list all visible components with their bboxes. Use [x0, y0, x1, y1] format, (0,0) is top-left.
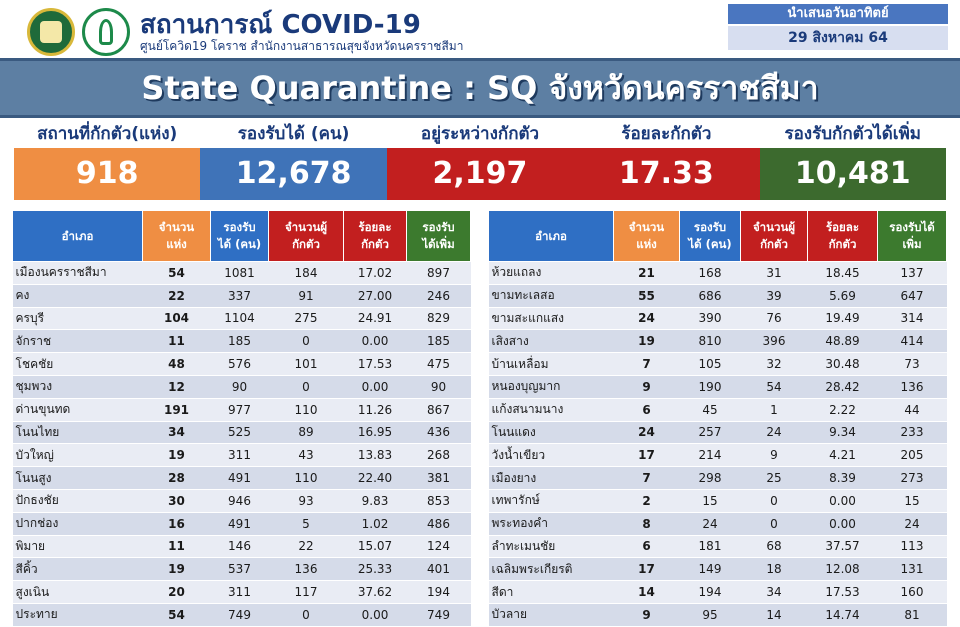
table-row [13, 558, 471, 581]
table-row [13, 535, 471, 558]
table-cell: 181 [680, 535, 741, 558]
column-header [13, 211, 143, 262]
table-cell: 0 [269, 375, 344, 398]
table-row [13, 444, 471, 467]
district-name: ห้วยแถลง [489, 262, 614, 285]
district-table-left [12, 210, 471, 627]
table-cell: 90 [211, 375, 269, 398]
table-cell: 14 [741, 603, 808, 626]
table-cell: 1104 [211, 307, 269, 330]
table-cell: 749 [407, 603, 471, 626]
district-name: โนนสูง [13, 467, 143, 490]
column-header [878, 211, 947, 262]
table-cell: 31 [741, 262, 808, 285]
table-cell: 194 [407, 581, 471, 604]
table-cell: 205 [878, 444, 947, 467]
column-header [741, 211, 808, 262]
column-header-line2: เพิ่ม [902, 237, 922, 251]
table-cell: 17 [614, 444, 680, 467]
district-name: เฉลิมพระเกียรติ [489, 558, 614, 581]
table-cell: 0.00 [808, 512, 878, 535]
column-header-line2: กักตัว [361, 237, 389, 251]
table-cell: 117 [269, 581, 344, 604]
table-cell: 491 [211, 512, 269, 535]
table-cell: 475 [407, 353, 471, 376]
table-row [13, 489, 471, 512]
table-cell: 13.83 [344, 444, 407, 467]
table-cell: 1 [741, 398, 808, 421]
district-name: เทพารักษ์ [489, 489, 614, 512]
stat-percent [573, 122, 759, 200]
table-cell: 25 [741, 467, 808, 490]
table-row [489, 353, 947, 376]
table-row [489, 603, 947, 626]
district-name: ลำทะเมนชัย [489, 535, 614, 558]
table-cell: 54 [741, 375, 808, 398]
column-header [211, 211, 269, 262]
table-cell: 273 [878, 467, 947, 490]
page-subtitle: ศูนย์โควิด19 โคราช สำนักงานสาธารณสุขจังหวัดนครราชสีมา [140, 39, 464, 53]
date-label: นำเสนอวันอาทิตย์ [728, 4, 948, 24]
table-cell: 337 [211, 284, 269, 307]
district-name: เมืองยาง [489, 467, 614, 490]
district-name: คง [13, 284, 143, 307]
district-name: เมืองนครราชสีมา [13, 262, 143, 285]
table-cell: 131 [878, 558, 947, 581]
column-header [489, 211, 614, 262]
table-cell: 24 [680, 512, 741, 535]
table-cell: 268 [407, 444, 471, 467]
table-cell: 25.33 [344, 558, 407, 581]
table-cell: 853 [407, 489, 471, 512]
district-name: ประทาย [13, 603, 143, 626]
column-header-line1: รองรับ [223, 220, 256, 234]
table-cell: 19 [143, 444, 211, 467]
stat-remaining [760, 122, 946, 200]
provincial-seal-logo [27, 8, 75, 56]
table-cell: 190 [680, 375, 741, 398]
column-header-line2: กักตัว [292, 237, 320, 251]
table-cell: 28.42 [808, 375, 878, 398]
table-row [489, 535, 947, 558]
table-cell: 5.69 [808, 284, 878, 307]
date-value: 29 สิงหาคม 64 [728, 26, 948, 50]
table-cell: 95 [680, 603, 741, 626]
table-cell: 110 [269, 467, 344, 490]
table-cell: 48 [143, 353, 211, 376]
column-header-line2: กักตัว [760, 237, 788, 251]
table-cell: 24.91 [344, 307, 407, 330]
column-header [407, 211, 471, 262]
district-name: เสิงสาง [489, 330, 614, 353]
table-cell: 93 [269, 489, 344, 512]
table-cell: 17.02 [344, 262, 407, 285]
table-cell: 160 [878, 581, 947, 604]
table-cell: 19 [143, 558, 211, 581]
district-name: สีดา [489, 581, 614, 604]
table-cell: 39 [741, 284, 808, 307]
table-cell: 17.53 [808, 581, 878, 604]
district-name: โนนไทย [13, 421, 143, 444]
table-cell: 8.39 [808, 467, 878, 490]
stat-label: สถานที่กักตัว(แห่ง) [37, 124, 178, 144]
table-cell: 14.74 [808, 603, 878, 626]
district-name: บัวใหญ่ [13, 444, 143, 467]
table-row [489, 489, 947, 512]
stat-capacity [200, 122, 386, 200]
district-name: ด่านขุนทด [13, 398, 143, 421]
table-cell: 2.22 [808, 398, 878, 421]
table-cell: 867 [407, 398, 471, 421]
table-row [13, 353, 471, 376]
table-cell: 12.08 [808, 558, 878, 581]
table-row [13, 307, 471, 330]
table-cell: 2 [614, 489, 680, 512]
table-cell: 15 [878, 489, 947, 512]
table-cell: 7 [614, 353, 680, 376]
table-cell: 314 [878, 307, 947, 330]
table-cell: 311 [211, 444, 269, 467]
table-cell: 185 [211, 330, 269, 353]
table-cell: 73 [878, 353, 947, 376]
table-cell: 6 [614, 535, 680, 558]
table-cell: 24 [878, 512, 947, 535]
table-cell: 105 [680, 353, 741, 376]
table-cell: 233 [878, 421, 947, 444]
district-name: ขามทะเลสอ [489, 284, 614, 307]
table-cell: 0 [741, 489, 808, 512]
table-cell: 19.49 [808, 307, 878, 330]
table-cell: 76 [741, 307, 808, 330]
table-cell: 0.00 [344, 603, 407, 626]
table-cell: 15 [680, 489, 741, 512]
stat-label: รองรับได้ (คน) [237, 124, 350, 144]
table-row [13, 375, 471, 398]
column-header-line1: จำนวน [628, 220, 665, 234]
stat-value: 2,197 [387, 148, 573, 200]
table-cell: 436 [407, 421, 471, 444]
summary-stats [14, 122, 946, 200]
district-table-right [488, 210, 947, 627]
table-cell: 37.57 [808, 535, 878, 558]
table-cell: 4.21 [808, 444, 878, 467]
table-cell: 184 [269, 262, 344, 285]
table-cell: 491 [211, 467, 269, 490]
table-cell: 30.48 [808, 353, 878, 376]
district-name: สีคิ้ว [13, 558, 143, 581]
district-name: สูงเนิน [13, 581, 143, 604]
column-header-line1: อำเภอ [61, 228, 94, 243]
column-header-line2: ได้ (คน) [688, 237, 732, 251]
table-cell: 18 [741, 558, 808, 581]
table-cell: 0.00 [344, 375, 407, 398]
table-cell: 0 [741, 512, 808, 535]
table-cell: 214 [680, 444, 741, 467]
table-cell: 54 [143, 603, 211, 626]
column-header-line1: จำนวน [158, 220, 195, 234]
table-cell: 101 [269, 353, 344, 376]
district-name: พระทองคำ [489, 512, 614, 535]
table-cell: 24 [614, 307, 680, 330]
table-cell: 1081 [211, 262, 269, 285]
stat-value: 12,678 [200, 148, 386, 200]
banner-text: State Quarantine : SQ จังหวัดนครราชสีมา [141, 69, 819, 107]
table-cell: 298 [680, 467, 741, 490]
table-cell: 55 [614, 284, 680, 307]
stat-sites [14, 122, 200, 200]
table-cell: 149 [680, 558, 741, 581]
table-cell: 19 [614, 330, 680, 353]
table-cell: 37.62 [344, 581, 407, 604]
table-cell: 104 [143, 307, 211, 330]
table-row [489, 581, 947, 604]
table-cell: 16.95 [344, 421, 407, 444]
table-cell: 246 [407, 284, 471, 307]
table-cell: 14 [614, 581, 680, 604]
table-cell: 22 [143, 284, 211, 307]
table-cell: 576 [211, 353, 269, 376]
column-header-line1: รองรับได้ [889, 220, 935, 234]
table-row [13, 421, 471, 444]
table-row [13, 603, 471, 626]
ministry-of-health-logo [82, 8, 130, 56]
stat-value: 17.33 [573, 148, 759, 200]
table-row [489, 330, 947, 353]
table-cell: 136 [878, 375, 947, 398]
district-name: ขามสะแกแสง [489, 307, 614, 330]
table-cell: 11.26 [344, 398, 407, 421]
table-cell: 32 [741, 353, 808, 376]
table-cell: 44 [878, 398, 947, 421]
table-cell: 137 [878, 262, 947, 285]
table-row [13, 581, 471, 604]
table-cell: 16 [143, 512, 211, 535]
table-cell: 810 [680, 330, 741, 353]
table-cell: 124 [407, 535, 471, 558]
column-header [143, 211, 211, 262]
table-cell: 0 [269, 330, 344, 353]
stat-value: 918 [14, 148, 200, 200]
column-header-line1: จำนวนผู้ [284, 220, 328, 234]
table-cell: 11 [143, 535, 211, 558]
table-cell: 311 [211, 581, 269, 604]
district-name: โนนแดง [489, 421, 614, 444]
table-cell: 18.45 [808, 262, 878, 285]
table-row [489, 284, 947, 307]
table-cell: 20 [143, 581, 211, 604]
table-cell: 81 [878, 603, 947, 626]
column-header-line2: แห่ง [636, 237, 657, 251]
stat-label: อยู่ระหว่างกักตัว [420, 124, 540, 144]
stat-quarantined [387, 122, 573, 200]
table-cell: 0.00 [344, 330, 407, 353]
column-header-line1: อำเภอ [535, 228, 567, 243]
table-cell: 34 [741, 581, 808, 604]
table-cell: 91 [269, 284, 344, 307]
table-cell: 22.40 [344, 467, 407, 490]
table-row [13, 398, 471, 421]
table-cell: 829 [407, 307, 471, 330]
stat-label: ร้อยละกักตัว [621, 124, 712, 144]
district-name: ชุมพวง [13, 375, 143, 398]
table-row [489, 421, 947, 444]
column-header-line2: ได้เพิ่ม [422, 237, 455, 251]
table-cell: 24 [741, 421, 808, 444]
table-cell: 9.83 [344, 489, 407, 512]
table-cell: 68 [741, 535, 808, 558]
table-cell: 11 [143, 330, 211, 353]
table-cell: 275 [269, 307, 344, 330]
column-header [269, 211, 344, 262]
table-cell: 414 [878, 330, 947, 353]
table-cell: 45 [680, 398, 741, 421]
district-name: พิมาย [13, 535, 143, 558]
table-cell: 168 [680, 262, 741, 285]
table-cell: 946 [211, 489, 269, 512]
table-row [13, 262, 471, 285]
banner [0, 58, 960, 118]
table-cell: 7 [614, 467, 680, 490]
table-row [489, 467, 947, 490]
table-cell: 136 [269, 558, 344, 581]
table-row [489, 558, 947, 581]
table-header [13, 211, 471, 262]
table-cell: 34 [143, 421, 211, 444]
table-cell: 0 [269, 603, 344, 626]
table-row [489, 444, 947, 467]
table-cell: 257 [680, 421, 741, 444]
table-cell: 113 [878, 535, 947, 558]
column-header [680, 211, 741, 262]
table-cell: 12 [143, 375, 211, 398]
table-cell: 191 [143, 398, 211, 421]
column-header [614, 211, 680, 262]
column-header-line2: กักตัว [828, 237, 857, 251]
table-cell: 9 [614, 603, 680, 626]
table-cell: 5 [269, 512, 344, 535]
district-name: จักราช [13, 330, 143, 353]
table-row [489, 375, 947, 398]
table-cell: 396 [741, 330, 808, 353]
table-cell: 647 [878, 284, 947, 307]
column-header-line1: รองรับ [422, 220, 455, 234]
table-cell: 9 [741, 444, 808, 467]
table-cell: 537 [211, 558, 269, 581]
district-name: วังน้ำเขียว [489, 444, 614, 467]
table-cell: 24 [614, 421, 680, 444]
table-header [489, 211, 947, 262]
table-cell: 381 [407, 467, 471, 490]
table-cell: 110 [269, 398, 344, 421]
table-cell: 30 [143, 489, 211, 512]
district-name: หนองบุญมาก [489, 375, 614, 398]
table-cell: 146 [211, 535, 269, 558]
district-name: ปักธงชัย [13, 489, 143, 512]
table-cell: 194 [680, 581, 741, 604]
district-name: บ้านเหลื่อม [489, 353, 614, 376]
table-cell: 185 [407, 330, 471, 353]
table-row [489, 398, 947, 421]
table-cell: 17 [614, 558, 680, 581]
column-header-line1: ร้อยละ [825, 220, 860, 234]
table-cell: 897 [407, 262, 471, 285]
table-cell: 6 [614, 398, 680, 421]
table-cell: 525 [211, 421, 269, 444]
column-header-line1: ร้อยละ [358, 220, 392, 234]
column-header [808, 211, 878, 262]
column-header [344, 211, 407, 262]
table-cell: 390 [680, 307, 741, 330]
column-header-line2: แห่ง [166, 237, 187, 251]
table-cell: 9.34 [808, 421, 878, 444]
table-cell: 90 [407, 375, 471, 398]
table-row [13, 467, 471, 490]
table-cell: 28 [143, 467, 211, 490]
table-cell: 686 [680, 284, 741, 307]
table-row [13, 512, 471, 535]
date-box [728, 4, 948, 50]
table-row [489, 262, 947, 285]
stat-label: รองรับกักตัวได้เพิ่ม [784, 124, 922, 144]
table-cell: 22 [269, 535, 344, 558]
district-name: ครบุรี [13, 307, 143, 330]
table-cell: 749 [211, 603, 269, 626]
table-row [13, 284, 471, 307]
district-name: โชคชัย [13, 353, 143, 376]
table-cell: 48.89 [808, 330, 878, 353]
table-row [489, 307, 947, 330]
table-cell: 89 [269, 421, 344, 444]
table-cell: 0.00 [808, 489, 878, 512]
table-cell: 8 [614, 512, 680, 535]
table-row [13, 330, 471, 353]
column-header-line1: จำนวนผู้ [752, 220, 796, 234]
table-cell: 401 [407, 558, 471, 581]
table-cell: 977 [211, 398, 269, 421]
district-name: แก้งสนามนาง [489, 398, 614, 421]
table-cell: 9 [614, 375, 680, 398]
district-name: ปากช่อง [13, 512, 143, 535]
table-cell: 27.00 [344, 284, 407, 307]
page-title: สถานการณ์ COVID-19 [140, 10, 421, 40]
column-header-line1: รองรับ [693, 220, 727, 234]
column-header-line2: ได้ (คน) [217, 237, 262, 251]
table-row [489, 512, 947, 535]
district-name: บัวลาย [489, 603, 614, 626]
table-cell: 486 [407, 512, 471, 535]
table-cell: 43 [269, 444, 344, 467]
table-cell: 1.02 [344, 512, 407, 535]
table-cell: 15.07 [344, 535, 407, 558]
stat-value: 10,481 [760, 148, 946, 200]
table-cell: 21 [614, 262, 680, 285]
table-cell: 17.53 [344, 353, 407, 376]
table-cell: 54 [143, 262, 211, 285]
